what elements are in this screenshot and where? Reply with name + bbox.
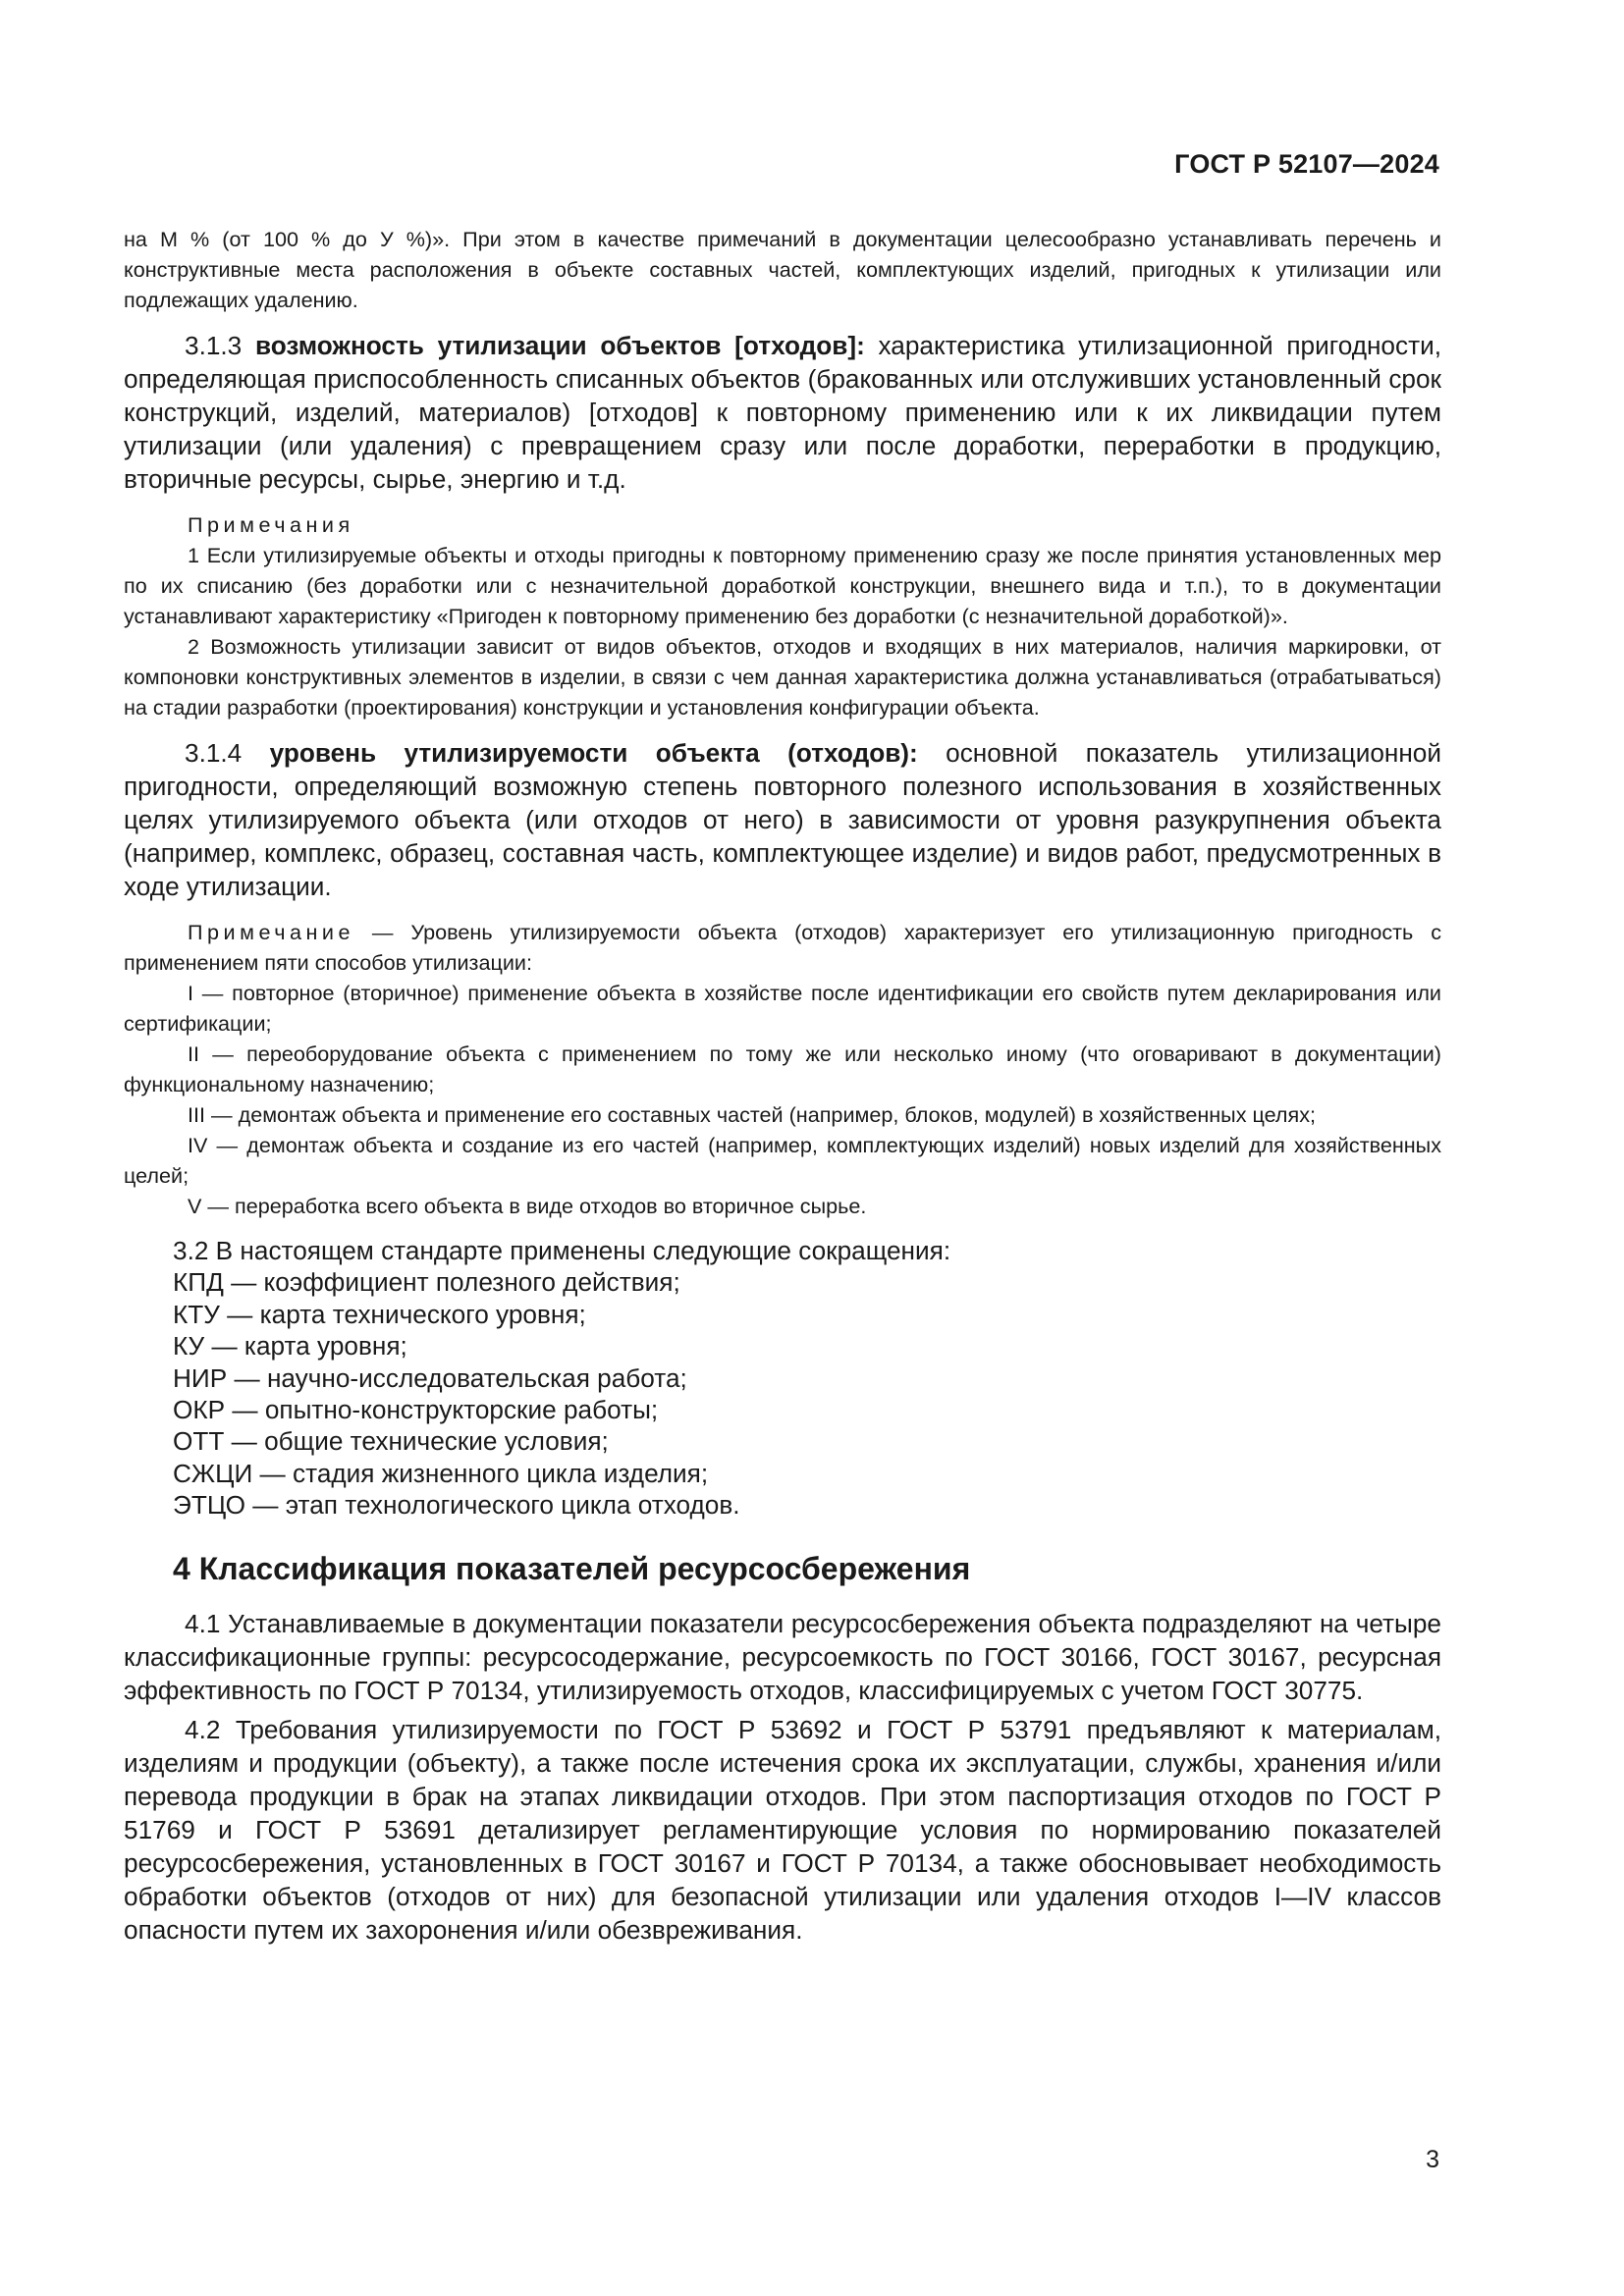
term-3-1-3 (124, 329, 1441, 496)
term-number: 3.1.4 (185, 738, 243, 768)
standard-header: ГОСТ Р 52107—2024 (1174, 149, 1439, 179)
notes-heading: Примечания (188, 512, 354, 537)
term-3-1-4 (124, 736, 1441, 903)
utilization-method: II — переоборудование объекта с применением по тому же или несколько иному (что оговаривают в документации) функциональному назначению; (124, 1041, 1441, 1096)
term-definition: характеристика утилизационной пригодности, определяющая приспособленность списанных объектов (бракованных или отслуживших установленный срок конструкций, изделий, материалов) [отходов] к повторному применению или к их ликвидации путем утилизации (или удаления) с превращением сразу или после доработки, переработки в продукцию, вторичные ресурсы, сырье, энергию и т.д. (124, 331, 1441, 494)
utilization-method: III — демонтаж объекта и применение его составных частей (например, блоков, модулей) в хозяйственных целях; (188, 1102, 1317, 1127)
abbreviation-item: КУ — карта уровня; (173, 1331, 407, 1362)
abbreviation-item: КТУ — карта технического уровня; (173, 1299, 586, 1329)
utilization-method: I — повторное (вторичное) применение объекта в хозяйстве после идентификации его свойств путем декларирования или сертификации; (124, 981, 1441, 1036)
term-number: 3.1.3 (185, 331, 243, 360)
term-definition: основной показатель утилизационной пригодности, определяющий возможную степень повторного полезного использования в хозяйственных целях утилизируемого объекта (или отходов от него) в зависимости от уровня разукрупнения объекта (например, комплекс, образец, составная часть, комплектующее изделие) и видов работ, предусмотренных в ходе утилизации. (124, 738, 1442, 901)
page-number: 3 (1426, 2146, 1439, 2173)
abbreviation-item: СЖЦИ — стадия жизненного цикла изделия; (173, 1458, 709, 1488)
abbreviation-item: НИР — научно-исследовательская работа; (173, 1362, 687, 1393)
term-title: возможность утилизации объектов [отходов]: (254, 331, 865, 360)
note-intro: Примечание — Уровень утилизируемости объекта (отходов) характеризует его утилизационную пригодность с применением пяти способов утилизации: (124, 920, 1441, 975)
paragraph-4-2: 4.2 Требования утилизируемости по ГОСТ Р 53692 и ГОСТ Р 53791 предъявляют к материалам, изделиям и продукции (объекту), а также после истечения срока их эксплуатации, службы, хранения и/или перевода продукции в брак на этапах ликвидации отходов. При этом паспортизация отходов по ГОСТ Р 51769 и ГОСТ Р 53691 детализирует регламентирующие условия по нормированию показателей ресурсосбережения, установленных в ГОСТ 30167 и ГОСТ Р 70134, а также обосновывает необходимость обработки объектов (отходов от них) для безопасной утилизации или удаления отходов I—IV классов опасности путем их захоронения и/или обезвреживания. (124, 1714, 1441, 1945)
note-item: 1 Если утилизируемые объекты и отходы пригодны к повторному применению сразу же после принятия установленных мер по их списанию (без доработки или с незначительной доработкой конструкции, внешнего вида и т.п.), то в документации устанавливают характеристику «Пригоден к повторному применению без доработки (с незначительной доработкой)». (124, 543, 1441, 628)
abbreviation-item: ОКР — опытно-конструкторские работы; (173, 1395, 659, 1425)
abbreviation-item: КПД — коэффициент полезного действия; (173, 1267, 680, 1298)
abbreviation-item: ЭТЦО — этап технологического цикла отходов. (173, 1490, 740, 1521)
note-item: 2 Возможность утилизации зависит от видов объектов, отходов и входящих в них материалов, наличия маркировки, от компоновки конструктивных элементов в изделии, в связи с чем данная характеристика должна устанавливаться (отрабатываться) на стадии разработки (проектирования) конструкции и установления конфигурации объекта. (124, 634, 1441, 720)
term-title: уровень утилизируемости объекта (отходов): (269, 738, 918, 768)
note-heading: Примечание (188, 920, 354, 944)
page-content (124, 224, 1441, 1947)
utilization-method: V — переработка всего объекта в виде отходов во вторичное сырье. (188, 1194, 867, 1218)
abbreviations-intro: 3.2 В настоящем стандарте применены следующие сокращения: (173, 1236, 951, 1265)
continuation-paragraph: на М % (от 100 % до У %)». При этом в качестве примечаний в документации целесообразно устанавливать перечень и конструктивные места расположения в объекте составных частей, комплектующих изделий, пригодных к утилизации или подлежащих удалению. (124, 227, 1441, 312)
abbreviation-item: ОТТ — общие технические условия; (173, 1426, 609, 1457)
utilization-method: IV — демонтаж объекта и создание из его частей (например, комплектующих изделий) новых изделий для хозяйственных целей; (124, 1133, 1441, 1188)
abbreviations-list (124, 1235, 1441, 1522)
section-4-heading: 4 Классификация показателей ресурсосбережения (173, 1550, 971, 1586)
paragraph-4-1: 4.1 Устанавливаемые в документации показатели ресурсосбережения объекта подразделяют на четыре классификационные группы: ресурсосодержание, ресурсоемкость по ГОСТ 30166, ГОСТ 30167, ресурсная эффективность по ГОСТ Р 70134, утилизируемость отходов, классифицируемых с учетом ГОСТ 30775. (124, 1608, 1441, 1705)
